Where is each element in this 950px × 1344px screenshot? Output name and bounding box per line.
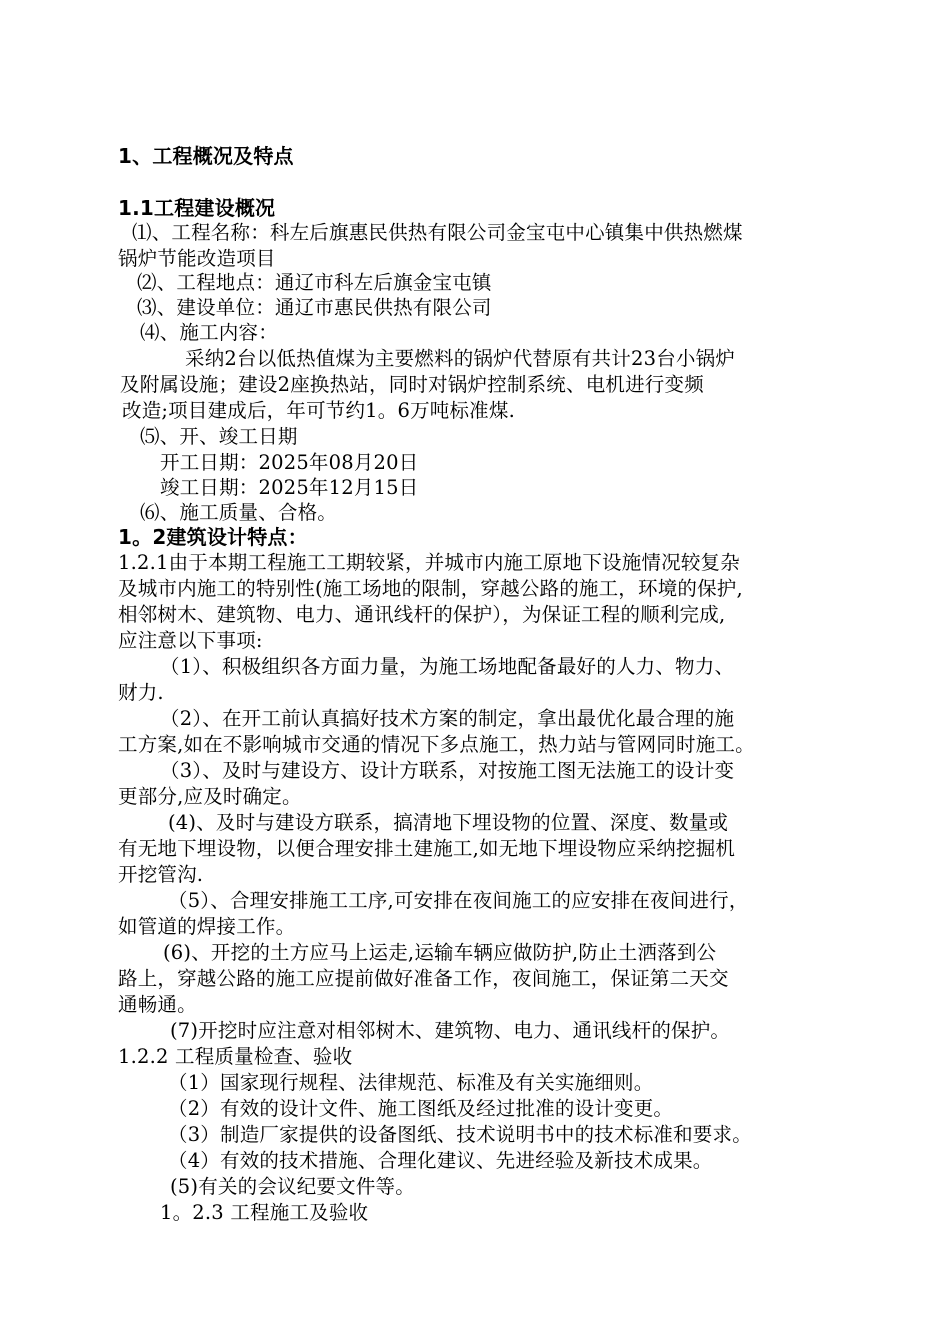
item-project-name-cont: 锅炉节能改造项目 [118, 247, 276, 270]
para-line: （3）、及时与建设方、设计方联系，对按施工图无法施工的设计变 [160, 759, 735, 782]
section-1-1-title: 1.1工程建设概况 [118, 196, 276, 220]
para-line: 路上，穿越公路的施工应提前做好准备工作，夜间施工，保证第二天交 [118, 967, 729, 990]
item-end-date: 竣工日期：2025年12月15日 [160, 476, 419, 499]
item-quality: ⑹、施工质量、合格。 [140, 501, 338, 524]
para-line: 及城市内施工的特别性(施工场地的限制，穿越公路的施工，环境的保护, [118, 577, 743, 600]
para-line: （2）、在开工前认真搞好技术方案的制定，拿出最优化最合理的施 [160, 707, 735, 730]
item-start-date: 开工日期：2025年08月20日 [160, 451, 419, 474]
para-line: （3）制造厂家提供的设备图纸、技术说明书中的技术标准和要求。 [168, 1123, 752, 1146]
item-content-line-3: 改造;项目建成后，年可节约1。6万吨标准煤. [122, 399, 515, 422]
item-content-line-2: 及附属设施；建设2座换热站，同时对锅炉控制系统、电机进行变频 [120, 373, 704, 396]
item-dates-label: ⑸、开、竣工日期 [140, 425, 298, 448]
item-project-location: ⑵、工程地点：通辽市科左后旗金宝屯镇 [137, 271, 492, 294]
subsection-1-2-2-title: 1.2.2 工程质量检查、验收 [118, 1045, 353, 1068]
para-line: 应注意以下事项: [118, 629, 263, 652]
para-line: 开挖管沟. [118, 863, 204, 886]
para-line: （2）有效的设计文件、施工图纸及经过批准的设计变更。 [168, 1097, 674, 1120]
para-line: 有无地下埋设物，以便合理安排土建施工,如无地下埋设物应采纳挖掘机 [118, 837, 736, 860]
para-line: （4）有效的技术措施、合理化建议、先进经验及新技术成果。 [168, 1149, 713, 1172]
item-content-line-1: 采纳2台以低热值煤为主要燃料的锅炉代替原有共计23台小锅炉 [185, 347, 736, 370]
para-line: 如管道的焊接工作。 [118, 915, 296, 938]
para-line: (7)开挖时应注意对相邻树木、建筑物、电力、通讯线杆的保护。 [170, 1019, 731, 1042]
para-line: 通畅通。 [118, 993, 197, 1016]
para-line: （1）、积极组织各方面力量，为施工场地配备最好的人力、物力、 [160, 655, 735, 678]
para-line: (6)、开挖的土方应马上运走,运输车辆应做防护,防止土洒落到公 [163, 941, 717, 964]
para-line: 1.2.1由于本期工程施工工期较紧，并城市内施工原地下设施情况较复杂 [118, 551, 740, 574]
para-line: 相邻树木、建筑物、电力、通讯线杆的保护），为保证工程的顺利完成, [118, 603, 726, 626]
item-project-name: ⑴、工程名称：科左后旗惠民供热有限公司金宝屯中心镇集中供热燃煤 [132, 221, 743, 244]
para-line: (5)有关的会议纪要文件等。 [170, 1175, 415, 1198]
section-1-2-title: 1。2建筑设计特点： [118, 525, 308, 549]
subsection-1-2-3-title: 1。2.3 工程施工及验收 [160, 1201, 369, 1224]
item-content-label: ⑷、施工内容： [140, 321, 278, 344]
para-line: （1）国家现行规程、法律规范、标准及有关实施细则。 [168, 1071, 654, 1094]
item-builder: ⑶、建设单位：通辽市惠民供热有限公司 [137, 296, 492, 319]
para-line: 更部分,应及时确定。 [118, 785, 302, 808]
heading-1: 1、工程概况及特点 [118, 144, 294, 168]
para-line: (4)、及时与建设方联系，搞清地下埋设物的位置、深度、数量或 [168, 811, 729, 834]
para-line: 财力. [118, 681, 164, 704]
para-line: 工方案,如在不影响城市交通的情况下多点施工，热力站与管网同时施工。 [118, 733, 755, 756]
para-line: （5）、合理安排施工工序,可安排在夜间施工的应安排在夜间进行， [168, 889, 749, 912]
